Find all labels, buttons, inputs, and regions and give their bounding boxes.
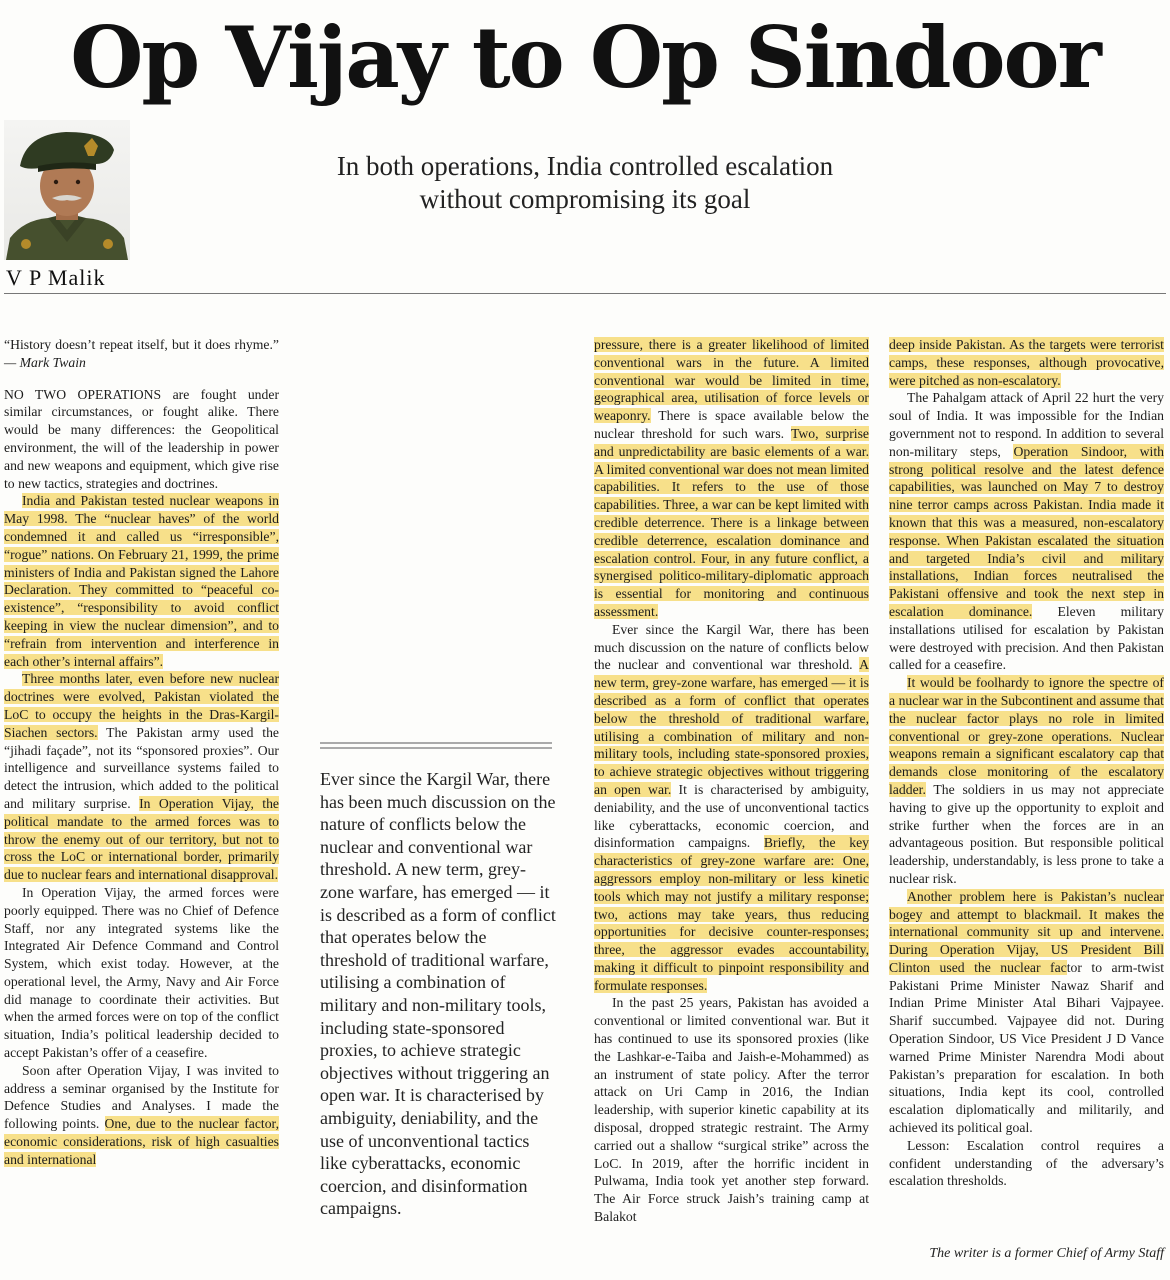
article-column-1 (4, 336, 279, 1169)
body-text: Lesson: Escalation control requires a confident understanding of the adversary’s escalation thresholds. (889, 1137, 1164, 1189)
body-text: NO TWO OPERATIONS are fought under similar circumstances, or fought alike. There would be many differences: the Geopolitical environment, the will of the leadership in power and new weapons and equipment, which give rise to new tactics, strategies and doctrines. (4, 386, 279, 491)
highlighted-text: deep inside Pakistan. As the targets were terrorist camps, these responses, although provocative, were pitched as non-escalatory. (889, 337, 1164, 388)
epigraph-attribution: — Mark Twain (4, 354, 86, 370)
rank-badge-right (103, 239, 113, 249)
article-paragraph (4, 386, 279, 493)
article-paragraph (4, 492, 279, 670)
eye-right (76, 180, 80, 184)
body-text: It is characterised by ambiguity, deniability, and the use of unconventional tactics like cyberattacks, economic coercion, and disinformation campaigns. (594, 781, 869, 851)
highlighted-text: One, due to the nuclear factor, economic considerations, risk of high casualties and international (4, 1116, 279, 1167)
body-text: Ever since the Kargil War, there has been much discussion on the nature of conflicts below the nuclear and conventional war threshold. (594, 621, 869, 673)
rank-badge-left (21, 239, 31, 249)
writer-note: The writer is a former Chief of Army Staff (929, 1246, 1164, 1261)
article-paragraph (4, 670, 279, 884)
body-text: Soon after Operation Vijay, I was invited to address a seminar organised by the Institute for Defence Studies and Analyses. I made the following points. (4, 1062, 279, 1132)
article-paragraph (889, 674, 1164, 888)
pullquote: Ever since the Kargil War, there has been much discussion on the nature of conflicts below the nuclear and conventional war threshold. A new term, grey-zone warfare, has emerged — it is described as a form of conflict that operates below the threshold of traditional warfare, utilising a combination of military and non-military tools, including state-sponsored proxies, to achieve strategic objectives without triggering an open war. It is characterised by ambiguity, deniability, and the use of unconventional tactics like cyberattacks, economic coercion, and disinformation campaigns. (320, 769, 556, 1219)
byline: V P Malik (6, 265, 106, 290)
article-paragraph (4, 1062, 279, 1169)
body-text: In Operation Vijay, the armed forces were poorly equipped. There was no Chief of Defence Staff, nor any integrated systems like the Integrated Air Defence Command and Control System, which exist today. However, at the operational level, the Army, Navy and Air Force did manage to coordinate their activities. But when the armed forces were on top of the conflict situation, India’s political leadership decided to accept Pakistan’s offer of a ceasefire. (4, 884, 279, 1061)
article-column-4 (889, 336, 1164, 1190)
highlighted-text: Three months later, even before new nuclear doctrines were evolved, Pakistan violated the LoC to occupy the heights in the Dras-Kargil-Siachen sectors. (4, 671, 279, 740)
body-text: The Pahalgam attack of April 22 hurt the very soul of India. It was impossible for the Indian government not to respond. In addition to several non-military steps, (889, 390, 1164, 459)
pullquote-rule-top (320, 742, 552, 744)
highlighted-text: India and Pakistan tested nuclear weapons in May 1998. The “nuclear haves” of the world condemned it and called us “irresponsible”, “rogue” nations. On February 21, 1999, the prime ministers of India and Pakistan signed the Lahore Declaration. They committed to “peaceful co-existence”, “responsibility to avoid conflict keeping in view the nuclear dimension”, and to “refrain from intervention and interference in each other’s internal affairs”. (4, 493, 279, 669)
pullquote-rule-bottom (320, 747, 552, 749)
body-text: The soldiers in us may not appreciate having to give up the opportunity to exploit and strike further when the forces are in an advantageous position. But responsible political leadership, understandably, is less prone to take a nuclear risk. (889, 781, 1164, 886)
article-paragraph (4, 884, 279, 1062)
headline: Op Vijay to Op Sindoor (70, 8, 1100, 107)
highlighted-text: Operation Sindoor, with strong political resolve and the latest defence capabilities, was launched on May 7 to destroy nine terror camps across Pakistan. India made it known that this was a measured, non-escalatory response. When Pakistan escalated the situation and targeted India’s civil and military installations, Indian forces neutralised the Pakistani offensive and took the next step in escalation dominance. (889, 443, 1164, 619)
article-paragraph (594, 994, 869, 1225)
article-paragraph (889, 888, 1164, 1137)
highlighted-text: Another problem here is Pakistan’s nuclear bogey and attempt to blackmail. It makes the international community sit up and intervene. During Operation Vijay, US President Bill Clinton used the nuclear fac (889, 888, 1164, 975)
highlighted-text: Two, surprise and unpredictability are basic elements of a war. (594, 425, 869, 459)
body-text: tor to arm-twist Pakistani Prime Minister Nawaz Sharif and Indian Prime Minister Atal Bihari Vajpayee. Sharif succumbed. Vajpayee did not. During Operation Sindoor, US Vice President J D Vance warned Prime Minister Narendra Modi about Pakistan’s preparation for escalation. In both situations, India kept its cool, controlled escalation diplomatically and militarily, and achieved its political goal. (889, 959, 1164, 1136)
highlighted-text: It would be foolhardy to ignore the spectre of a nuclear war in the Subcontinent and assume that the nuclear factor plays no role in limited conventional or grey-zone operations. Nuclear weapons remain a significant escalatory cap that demands close monitoring of the escalatory ladder. (889, 675, 1164, 797)
highlighted-text: Briefly, the key characteristics of grey-zone warfare are: One, aggressors employ non-military or less kinetic tools which may not justify a military response; two, actions may take years, thus reducing opportunities for decisive counter-responses; three, the aggressor evades accountability, making it difficult to pinpoint responsibility and formulate responses. (594, 835, 869, 993)
epigraph-quote: “History doesn’t repeat itself, but it does rhyme.” (4, 337, 279, 352)
body-text: The Pakistan army used the “jihadi façade”, not its “sponsored proxies”. Our intelligence and surveillance systems failed to detect the intrusion, which added to the political and military surprise. (4, 724, 279, 811)
author-portrait (4, 120, 130, 260)
article-paragraph (889, 1137, 1164, 1190)
article-paragraph (889, 336, 1164, 389)
eye-left (54, 180, 58, 184)
subheadline: In both operations, India controlled escalation without compromising its goal (336, 151, 834, 214)
article-paragraph (594, 336, 869, 621)
highlighted-text: A new term, grey-zone warfare, has emerged — it is described as a form of conflict that operates below the threshold of traditional warfare, utilising a combination of military and non-military tools, including state-sponsored proxies, to achieve strategic objectives without triggering an open war. (594, 657, 869, 797)
article-paragraph (4, 336, 279, 372)
highlighted-text: pressure, there is a greater likelihood of limited conventional wars in the future. A limited conventional war would be limited in time, geographical area, utilisation of force levels or weaponry. (594, 337, 869, 424)
article-paragraph (594, 621, 869, 995)
highlighted-text: In Operation Vijay, the political mandate to the armed forces was to throw the enemy out of our territory, but not to cross the LoC or international border, primarily due to nuclear fears and international disapproval. (4, 795, 279, 883)
article-column-3 (594, 336, 869, 1226)
body-text: In the past 25 years, Pakistan has avoided a conventional or limited conventional war. But it has continued to use its sponsored proxies (like the Lashkar-e-Taiba and Jaish-e-Mohammed) as an instrument of state policy. After the terror attack on Uri Camp in 2016, the Indian leadership, with superior kinetic capability at its disposal, dropped strategic restraint. The Army carried out a shallow “surgical strike” across the LoC. In 2019, after the horrific incident in Pulwama, India took yet another step forward. The Air Force struck Jaish’s training camp at Balakot (594, 995, 869, 1225)
body-text: There is space available below the nuclear threshold for such wars. (594, 408, 869, 441)
byline-divider (4, 293, 1166, 294)
article-paragraph (889, 389, 1164, 674)
highlighted-text: A limited conventional war does not mean limited capabilities. It refers to the use of those capabilities. Three, a war can be kept limited with credible deterrence. There is a linkage between credible deterrence, escalation dominance and escalation control. Four, in any future conflict, a synergised politico-military-diplomatic approach is essential for monitoring and continuous assessment. (594, 461, 869, 619)
body-text: Eleven military installations utilised for escalation by Pakistan were destroyed with precision. And then Pakistan called for a ceasefire. (889, 603, 1164, 673)
